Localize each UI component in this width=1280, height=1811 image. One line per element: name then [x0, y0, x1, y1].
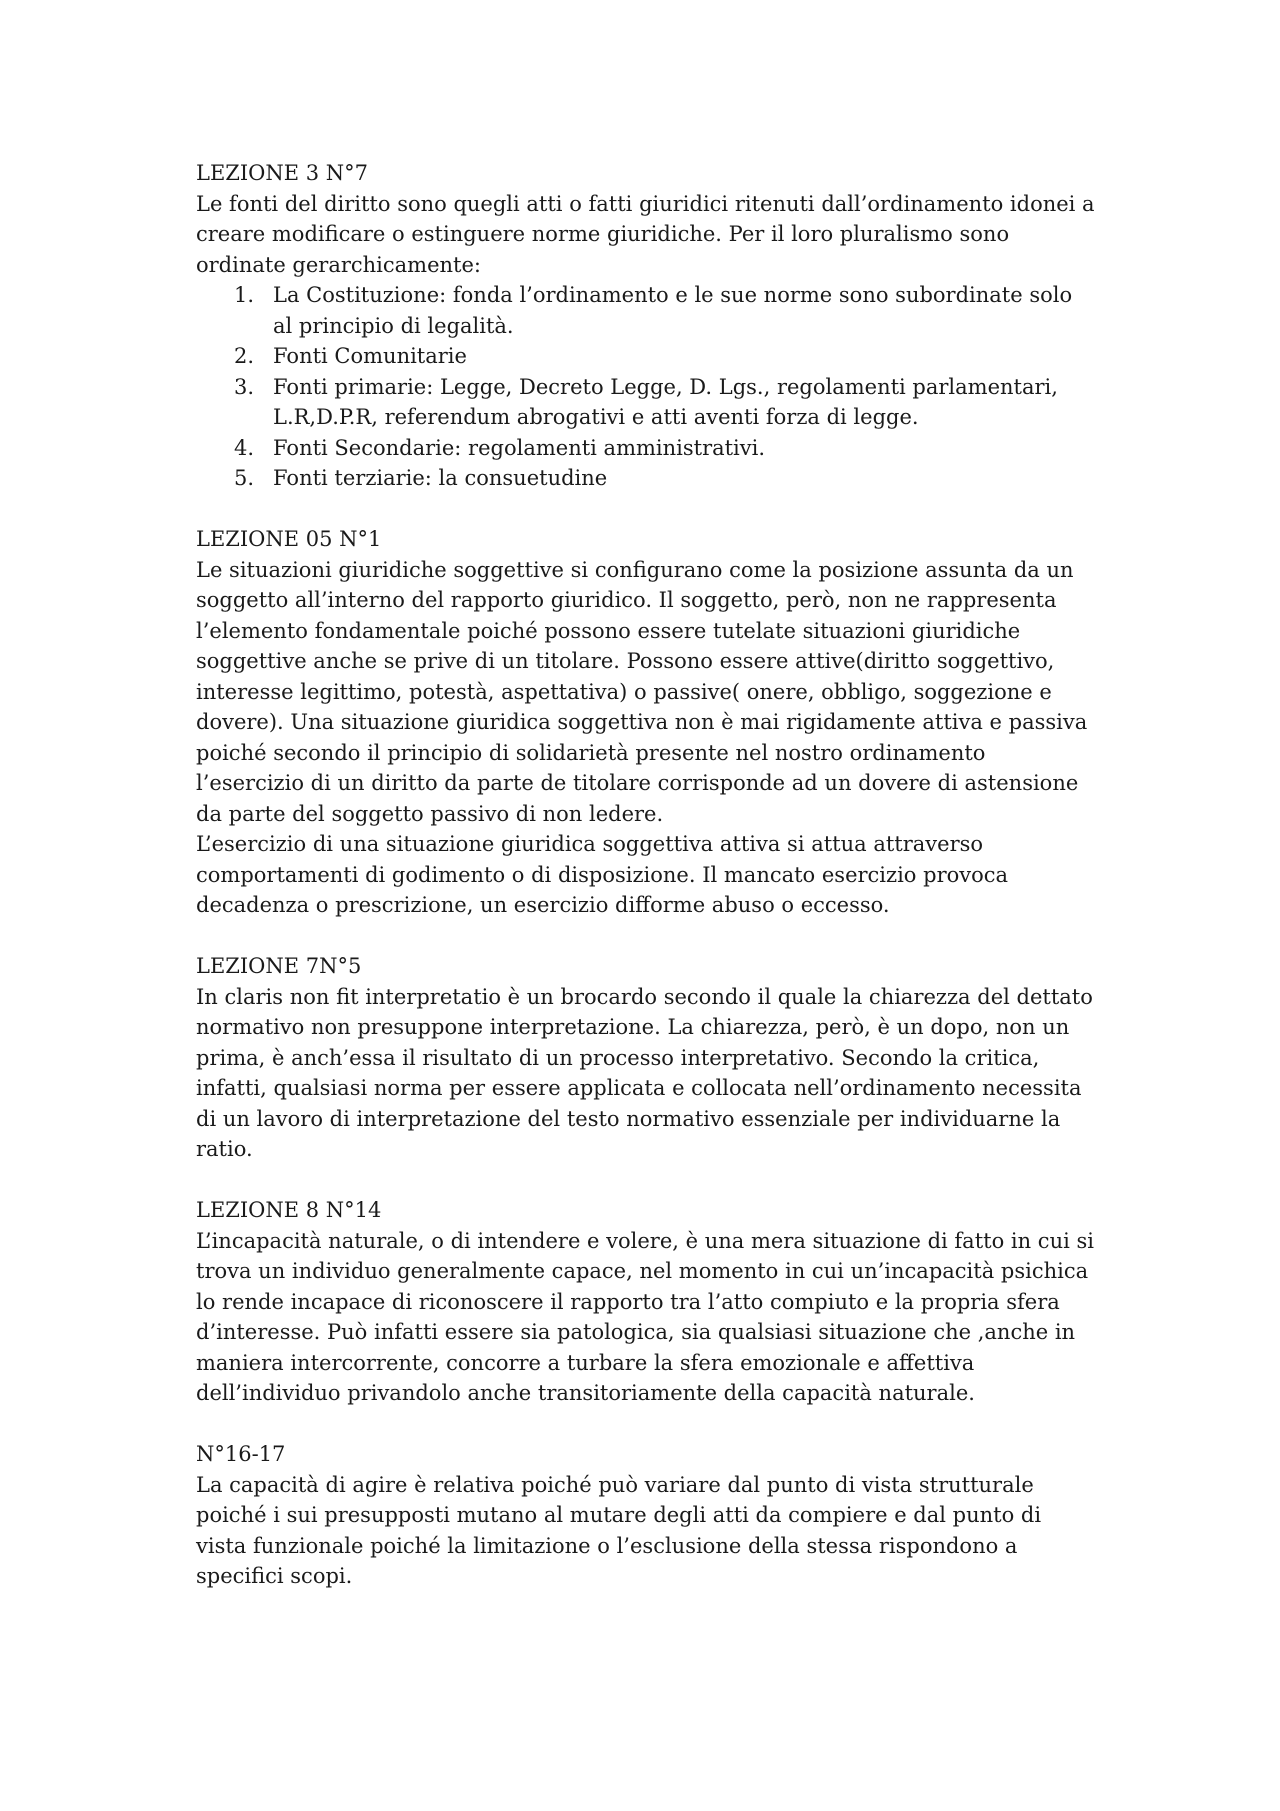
list-number: 4.: [234, 435, 255, 460]
list-item: [196, 433, 1096, 464]
section-title: N°16-17: [196, 1442, 286, 1466]
list-text: Fonti terziarie: la consuetudine: [273, 466, 608, 490]
list-number: 3.: [234, 374, 255, 399]
list-text: La Costituzione: fonda l’ordinamento e le sue norme sono subordinate solo al principio di legalità.: [273, 283, 1073, 338]
paragraph: La capacità di agire è relativa poiché può variare dal punto di vista strutturale poiché i sui presupposti mutano al mutare degli atti da compiere e dal punto di vista funzionale poiché la limitazione o l’esclusione della stessa rispondono a specifici scopi.: [196, 1472, 1042, 1588]
list-number: 2.: [234, 344, 255, 368]
paragraph: In claris non fit interpretatio è un brocardo secondo il quale la chiarezza del dettato normativo non presuppone interpretazione. La chiarezza, però, è un dopo, non un prima, è anch’essa il risultato di un processo interpretativo. Secondo la critica, infatti, qualsiasi norma per essere applicata e collocata nell’ordinamento necessita di un lavoro di interpretazione del testo normativo essenziale per individuarne la ratio.: [196, 984, 1093, 1161]
section-lezione-05: [196, 524, 1096, 921]
section-lezione-3: [196, 158, 1096, 494]
list-number: 5.: [234, 466, 255, 490]
list-text: Fonti Comunitarie: [273, 344, 467, 368]
list-number: 1.: [234, 283, 255, 307]
section-title: LEZIONE 7N°5: [196, 954, 362, 978]
section-n16-17: [196, 1439, 1096, 1592]
list-text: Fonti primarie: Legge, Decreto Legge, D. Lgs., regolamenti parlamentari, L.R,D.P.R, referendum abrogativi e atti aventi forza di legge.: [273, 374, 1058, 429]
section-lezione-7: [196, 951, 1096, 1165]
list-item: [196, 341, 1096, 372]
paragraph: Le situazioni giuridiche soggettive si configurano come la posizione assunta da un soggetto all’interno del rapporto giuridico. Il soggetto, però, non ne rappresenta l’elemento fondamentale poiché possono essere tutelate situazioni giuridiche soggettive anche se prive di un titolare. Possono essere attive(diritto soggettivo, interesse legittimo, potestà, aspettativa) o passive( onere, obbligo, soggezione e dovere). Una situazione giuridica soggettiva non è mai rigidamente attiva e passiva poiché secondo il principio di solidarietà presente nel nostro ordinamento l’esercizio di un diritto da parte de titolare corrisponde ad un dovere di astensione da parte del soggetto passivo di non ledere.: [196, 557, 1088, 826]
list-item: [196, 372, 1096, 433]
section-title: LEZIONE 3 N°7: [196, 161, 369, 185]
list-item: [196, 280, 1096, 341]
section-lezione-8: [196, 1195, 1096, 1409]
paragraph: Le fonti del diritto sono quegli atti o fatti giuridici ritenuti dall’ordinamento idonei a creare modificare o estinguere norme giuridiche. Per il loro pluralismo sono ordinate gerarchicamente:: [196, 191, 1095, 277]
sources-hierarchy-list: [196, 280, 1096, 494]
paragraph: L’incapacità naturale, o di intendere e volere, è una mera situazione di fatto in cui si trova un individuo generalmente capace, nel momento in cui un’incapacità psichica lo rende incapace di riconoscere il rapporto tra l’atto compiuto e la propria sfera d’interesse. Può infatti essere sia patologica, sia qualsiasi situazione che ,anche in maniera intercorrente, concorre a turbare la sfera emozionale e affettiva dell’individuo privandolo anche transitoriamente della capacità naturale.: [196, 1228, 1094, 1405]
list-text: Fonti Secondarie: regolamenti amministrativi.: [273, 435, 766, 460]
paragraph: L’esercizio di una situazione giuridica soggettiva attiva si attua attraverso comportamenti di godimento o di disposizione. Il mancato esercizio provoca decadenza o prescrizione, un esercizio difforme abuso o eccesso.: [196, 832, 1009, 917]
section-title: LEZIONE 05 N°1: [196, 527, 382, 551]
list-item: [196, 463, 1096, 494]
section-title: LEZIONE 8 N°14: [196, 1198, 382, 1222]
document-page: [196, 158, 1096, 1622]
